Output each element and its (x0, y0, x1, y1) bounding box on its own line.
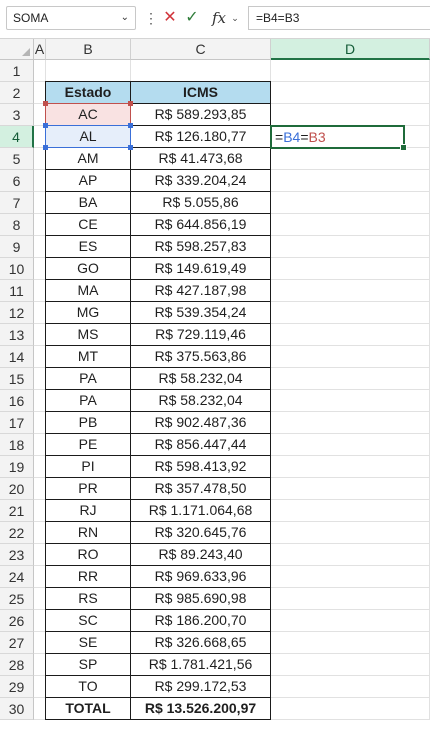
cell-estado[interactable]: RJ (45, 499, 131, 522)
cell-estado[interactable]: MA (45, 279, 131, 302)
row-header[interactable]: 1 (0, 60, 34, 82)
formula-bar (0, 0, 430, 38)
cell-icms[interactable]: R$ 856.447,44 (130, 433, 271, 456)
cell-estado[interactable]: RS (45, 587, 131, 610)
formula-token: = (275, 129, 284, 145)
chevron-down-icon[interactable]: ⌄ (231, 13, 239, 23)
cell-estado[interactable]: RO (45, 543, 131, 566)
cell-icms[interactable]: R$ 1.781.421,56 (130, 653, 271, 676)
row-header[interactable]: 16 (0, 390, 34, 412)
cell-estado[interactable]: RN (45, 521, 131, 544)
cell-icms[interactable]: R$ 5.055,86 (130, 191, 271, 214)
row-header[interactable]: 12 (0, 302, 34, 324)
cell-estado[interactable]: AC (45, 103, 131, 126)
cell-icms[interactable]: R$ 326.668,65 (130, 631, 271, 654)
cell-icms[interactable]: R$ 427.187,98 (130, 279, 271, 302)
row-header[interactable]: 26 (0, 610, 34, 632)
active-cell-d4[interactable] (270, 125, 405, 149)
cell-icms[interactable]: R$ 598.257,83 (130, 235, 271, 258)
cell-icms[interactable]: R$ 729.119,46 (130, 323, 271, 346)
cell-icms[interactable]: R$ 186.200,70 (130, 609, 271, 632)
cell-estado[interactable]: GO (45, 257, 131, 280)
cell-estado[interactable]: MS (45, 323, 131, 346)
header-icms[interactable]: ICMS (130, 81, 271, 104)
cell-estado[interactable]: PA (45, 389, 131, 412)
cell-estado[interactable]: PR (45, 477, 131, 500)
chevron-down-icon[interactable]: ⌄ (120, 12, 129, 23)
cell-icms[interactable]: R$ 339.204,24 (130, 169, 271, 192)
row-header[interactable]: 21 (0, 500, 34, 522)
column-header-d[interactable]: D (271, 39, 430, 60)
cell-icms[interactable]: R$ 41.473,68 (130, 147, 271, 170)
cell-icms[interactable]: R$ 58.232,04 (130, 389, 271, 412)
cell-estado[interactable]: PB (45, 411, 131, 434)
row-header[interactable]: 3 (0, 104, 34, 126)
formula-token: B3 (308, 129, 326, 145)
name-box[interactable] (6, 6, 136, 30)
cell-icms[interactable]: R$ 299.172,53 (130, 675, 271, 698)
cell-icms[interactable]: R$ 589.293,85 (130, 103, 271, 126)
cell-estado[interactable]: TO (45, 675, 131, 698)
column-header-b[interactable]: B (46, 39, 131, 60)
spreadsheet-grid[interactable] (0, 39, 430, 734)
row-header[interactable]: 18 (0, 434, 34, 456)
row-header[interactable]: 6 (0, 170, 34, 192)
cell-icms[interactable]: R$ 644.856,19 (130, 213, 271, 236)
name-box-value: SOMA (13, 11, 49, 25)
total-value[interactable]: R$ 13.526.200,97 (130, 697, 271, 720)
cell-icms[interactable]: R$ 357.478,50 (130, 477, 271, 500)
cell-icms[interactable]: R$ 126.180,77 (130, 125, 271, 148)
cell-estado[interactable]: PA (45, 367, 131, 390)
cell-icms[interactable]: R$ 1.171.064,68 (130, 499, 271, 522)
cell-estado[interactable]: MT (45, 345, 131, 368)
cell-icms[interactable]: R$ 320.645,76 (130, 521, 271, 544)
formula-token: B4 (283, 129, 301, 145)
row-header[interactable]: 22 (0, 522, 34, 544)
cell-icms[interactable]: R$ 89.243,40 (130, 543, 271, 566)
row-header[interactable]: 7 (0, 192, 34, 214)
cell-estado[interactable]: SC (45, 609, 131, 632)
row-header[interactable]: 15 (0, 368, 34, 390)
formula-input[interactable]: =B4=B3 (248, 6, 430, 30)
cell-estado[interactable]: ES (45, 235, 131, 258)
row-header[interactable]: 28 (0, 654, 34, 676)
header-estado[interactable]: Estado (45, 81, 131, 104)
cell-icms[interactable]: R$ 58.232,04 (130, 367, 271, 390)
cell-icms[interactable]: R$ 902.487,36 (130, 411, 271, 434)
cell-icms[interactable]: R$ 375.563,86 (130, 345, 271, 368)
row-header[interactable]: 5 (0, 148, 34, 170)
row-header[interactable]: 24 (0, 566, 34, 588)
row-header[interactable]: 13 (0, 324, 34, 346)
row-header[interactable]: 27 (0, 632, 34, 654)
check-icon[interactable]: ✓ (185, 9, 199, 26)
fill-handle[interactable] (400, 144, 407, 151)
column-header-c[interactable]: C (131, 39, 271, 60)
row-header[interactable]: 25 (0, 588, 34, 610)
cell-estado[interactable]: PE (45, 433, 131, 456)
row-header[interactable]: 11 (0, 280, 34, 302)
total-label[interactable]: TOTAL (45, 697, 131, 720)
formula-token: = (300, 129, 309, 145)
close-icon[interactable]: ✕ (163, 9, 177, 26)
row-header[interactable]: 20 (0, 478, 34, 500)
cell-estado[interactable]: AL (45, 125, 131, 148)
cell-icms[interactable]: R$ 985.690,98 (130, 587, 271, 610)
cell-estado[interactable]: CE (45, 213, 131, 236)
row-header[interactable]: 29 (0, 676, 34, 698)
row-header[interactable]: 10 (0, 258, 34, 280)
row-header[interactable]: 23 (0, 544, 34, 566)
row-header[interactable]: 8 (0, 214, 34, 236)
cell-estado[interactable]: RR (45, 565, 131, 588)
row-header[interactable]: 9 (0, 236, 34, 258)
cell-estado[interactable]: AM (45, 147, 131, 170)
row-header[interactable]: 14 (0, 346, 34, 368)
cell-estado[interactable]: AP (45, 169, 131, 192)
cell-estado[interactable]: SE (45, 631, 131, 654)
cell-icms[interactable]: R$ 149.619,49 (130, 257, 271, 280)
cell-icms[interactable]: R$ 539.354,24 (130, 301, 271, 324)
select-all-button[interactable] (0, 39, 34, 60)
column-header-a[interactable]: A (34, 39, 46, 60)
cell-icms[interactable]: R$ 598.413,92 (130, 455, 271, 478)
more-vertical-icon[interactable]: ⋮ (144, 10, 158, 26)
row-header[interactable]: 19 (0, 456, 34, 478)
cell-estado[interactable]: SP (45, 653, 131, 676)
row-header[interactable]: 17 (0, 412, 34, 434)
cell-icms[interactable]: R$ 969.633,96 (130, 565, 271, 588)
cell-estado[interactable]: BA (45, 191, 131, 214)
row-header[interactable]: 2 (0, 82, 34, 104)
cell-estado[interactable]: MG (45, 301, 131, 324)
row-header[interactable]: 30 (0, 698, 34, 720)
cell-estado[interactable]: PI (45, 455, 131, 478)
insert-function-button[interactable]: fx (211, 9, 226, 27)
row-header[interactable]: 4 (0, 126, 34, 148)
